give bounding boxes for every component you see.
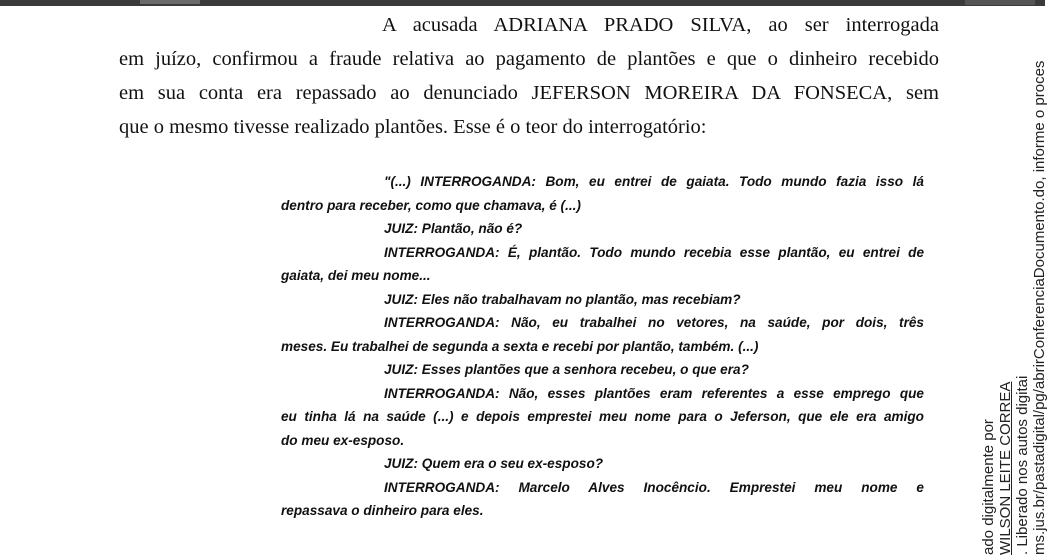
quote-line: gaiata, dei meu nome...: [281, 268, 431, 283]
digital-signature-stamp: [980, 0, 1048, 555]
stamp-line-1: [980, 0, 1031, 555]
stamp-suffix: . Liberado nos autos digitai: [1014, 375, 1031, 555]
stamp-line-2: ms.jus.br/pastadigital/pg/abrirConferenciaDocumento.do, informe o proces: [1031, 60, 1048, 555]
paragraph-line: A acusada ADRIANA PRADO SILVA, ao ser interrogada: [382, 14, 939, 36]
quote-line: INTERROGANDA: Não, esses plantões eram referentes a esse emprego que: [384, 385, 924, 401]
quote-line: JUIZ: Esses plantões que a senhora recebeu, o que era?: [384, 362, 749, 377]
quote-line: dentro para receber, como que chamava, é (...): [281, 197, 581, 213]
quote-line: eu tinha lá na saúde (...) e depois emprestei meu nome para o Jeferson, que ele era amigo: [281, 409, 924, 424]
body-paragraph: [119, 8, 939, 144]
viewer-top-toolbar: [0, 0, 1045, 6]
quote-line: JUIZ: Eles não trabalhavam no plantão, mas recebiam?: [384, 291, 741, 307]
stamp-signer: WILSON LEITE CORREA: [997, 381, 1014, 555]
paragraph-line: em juízo, confirmou a fraude relativa ao pagamento de plantões e que o dinheiro recebido: [119, 48, 939, 70]
toolbar-control[interactable]: [140, 0, 200, 4]
stamp-text: [980, 0, 1048, 555]
interrogation-quote: [281, 170, 924, 523]
quote-line: meses. Eu trabalhei de segunda a sexta e recebi por plantão, também. (...): [281, 338, 759, 354]
quote-line: JUIZ: Plantão, não é?: [384, 221, 523, 236]
quote-line: repassava o dinheiro para eles.: [281, 503, 484, 518]
quote-line: INTERROGANDA: Marcelo Alves Inocêncio. Emprestei meu nome e: [384, 479, 924, 495]
paragraph-line: que o mesmo tivesse realizado plantões. Esse é o teor do interrogatório:: [119, 116, 707, 138]
quote-line: "(...) INTERROGANDA: Bom, eu entrei de gaiata. Todo mundo fazia isso lá: [384, 174, 924, 189]
quote-line: INTERROGANDA: É, plantão. Todo mundo recebia esse plantão, eu entrei de: [384, 244, 924, 260]
paragraph-line: em sua conta era repassado ao denunciado JEFERSON MOREIRA DA FONSECA, sem: [119, 82, 939, 104]
quote-line: do meu ex-esposo.: [281, 432, 405, 448]
quote-line: JUIZ: Quem era o seu ex-esposo?: [384, 456, 604, 471]
stamp-prefix: ado digitalmente por: [980, 419, 997, 555]
quote-line: INTERROGANDA: Não, eu trabalhei no vetores, na saúde, por dois, três: [384, 315, 924, 330]
